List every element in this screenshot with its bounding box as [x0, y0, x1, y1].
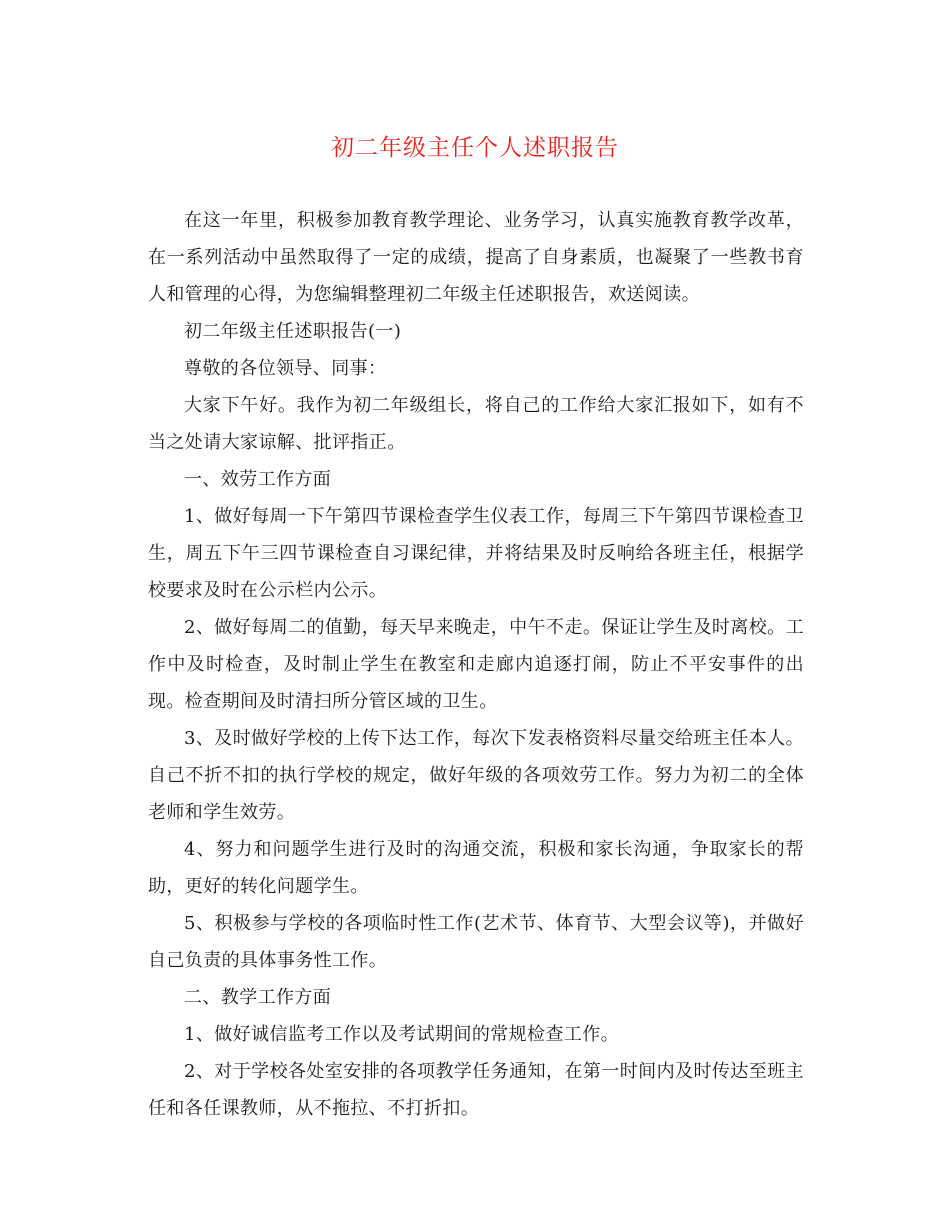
section-heading-service: 一、效劳工作方面	[184, 469, 332, 490]
intro-paragraph: 在这一年里，积极参加教育教学理论、业务学习，认真实施教育教学改革，在一系列活动中虽然取得了一定的成绩，提高了自身素质，也凝聚了一些教书育人和管理的心得，为您编辑整理初二年级主任述职报告，欢送阅读。	[148, 210, 804, 305]
page-title: 初二年级主任个人述职报告	[331, 135, 619, 161]
teaching-item-2: 2、对于学校各处室安排的各项教学任务通知，在第一时间内及时传达至班主任和各任课教师，从不拖拉、不打折扣。	[148, 1061, 804, 1119]
service-item-2: 2、做好每周二的值勤，每天早来晚走，中午不走。保证让学生及时离校。工作中及时检查，及时制止学生在教室和走廊内追逐打闹，防止不平安事件的出现。检查期间及时清扫所分管区域的卫生。	[148, 617, 804, 712]
document-body	[148, 202, 804, 1127]
service-item-5: 5、积极参与学校的各项临时性工作(艺术节、体育节、大型会议等)，并做好自己负责的具体事务性工作。	[148, 913, 804, 971]
opening-paragraph: 大家下午好。我作为初二年级组长，将自己的工作给大家汇报如下，如有不当之处请大家谅解、批评指正。	[148, 395, 804, 453]
service-item-1: 1、做好每周一下午第四节课检查学生仪表工作，每周三下午第四节课检查卫生，周五下午三四节课检查自习课纪律，并将结果及时反响给各班主任，根据学校要求及时在公示栏内公示。	[148, 506, 804, 601]
salutation: 尊敬的各位领导、同事：	[184, 358, 387, 379]
section-heading-teaching: 二、教学工作方面	[184, 987, 332, 1008]
service-item-3: 3、及时做好学校的上传下达工作，每次下发表格资料尽量交给班主任本人。自己不折不扣的执行学校的规定，做好年级的各项效劳工作。努力为初二的全体老师和学生效劳。	[148, 728, 804, 823]
report-subtitle: 初二年级主任述职报告(一)	[184, 321, 402, 342]
teaching-item-1: 1、做好诚信监考工作以及考试期间的常规检查工作。	[184, 1024, 620, 1045]
service-item-4: 4、努力和问题学生进行及时的沟通交流，积极和家长沟通，争取家长的帮助，更好的转化问题学生。	[148, 839, 804, 897]
